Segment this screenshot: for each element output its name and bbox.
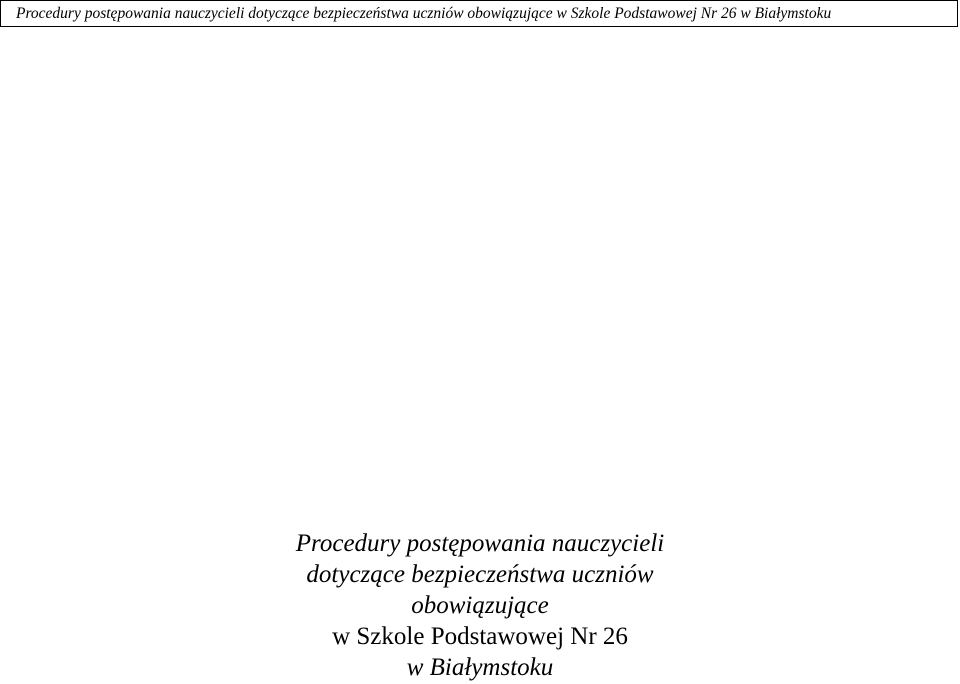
title-line-4: w Szkole Podstawowej Nr 26 [332,623,628,650]
title-line-1: Procedury postępowania nauczycieli [295,530,665,557]
title-line-5: w Białymstoku [406,654,554,681]
title-line-3: obowiązujące [411,592,549,619]
document-title [0,528,960,683]
running-header-text: Procedury postępowania nauczycieli dotyczące bezpieczeństwa uczniów obowiązujące w Szkole Podstawowej Nr 26 w Białymstoku [16,4,832,22]
title-line-2: dotyczące bezpieczeństwa uczniów [306,561,654,588]
running-header [0,0,958,27]
